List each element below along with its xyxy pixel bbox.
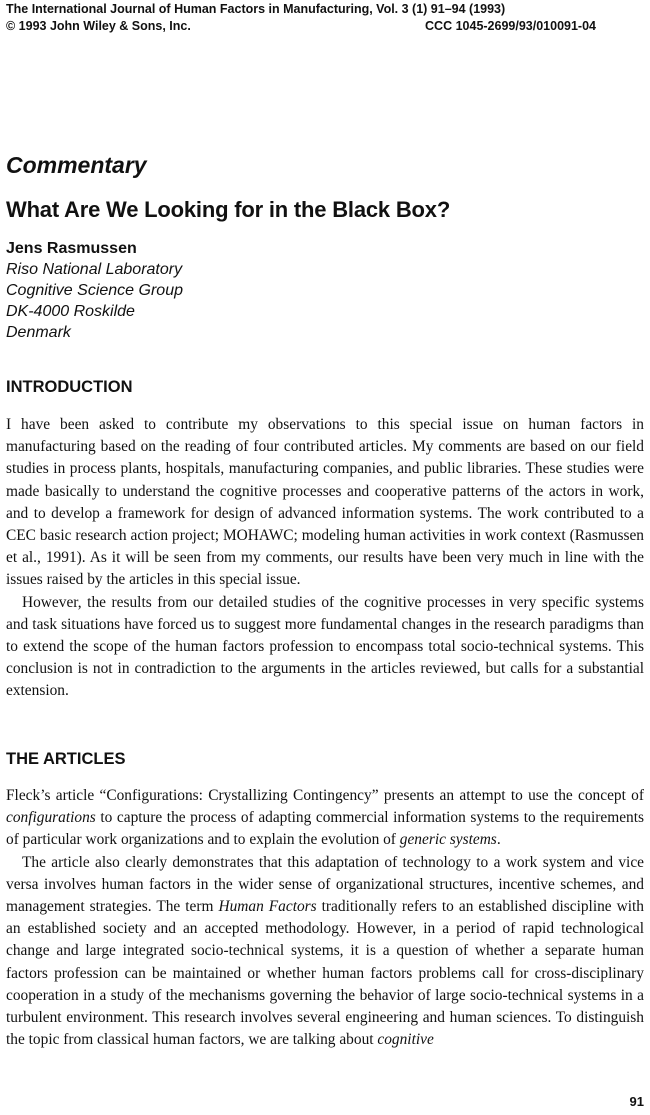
text-run: . xyxy=(496,831,501,849)
journal-citation: The International Journal of Human Factors in Manufacturing, Vol. 3 (1) 91–94 (1993) xyxy=(6,2,506,16)
article-kicker: Commentary xyxy=(6,152,147,178)
emphasis: Human Factors xyxy=(218,898,317,916)
section-heading-introduction: INTRODUCTION xyxy=(6,378,133,396)
section-heading-articles: THE ARTICLES xyxy=(6,750,126,768)
emphasis: generic systems xyxy=(399,831,497,849)
paragraph xyxy=(6,785,644,852)
emphasis: configurations xyxy=(6,809,96,827)
paragraph: However, the results from our detailed studies of the cognitive processes in very specific systems and task situations have forced us to suggest more fundamental changes in the research paradigms than to extend the scope of the human factors profession to encompass total socio-technical systems. This conclusion is not in contradiction to the arguments in the articles reviewed, but calls for a substantial extension. xyxy=(6,593,644,700)
text-run: to capture the process of adapting commercial information systems to the requirements of particular work organizations and to explain the evolution of xyxy=(6,809,644,849)
journal-header xyxy=(6,1,646,35)
copyright-row xyxy=(6,18,646,35)
emphasis: cognitive xyxy=(377,1031,434,1049)
author-block xyxy=(6,238,183,343)
text-run: traditionally refers to an established discipline with an established society and an accepted methodology. However, in a period of rapid technological change and large integrated socio-technical systems, it is a question of whether a separate human factors profession can be maintained or whether human factors problems call for cross-disciplinary cooperation in a study of the mechanisms governing the behavior of large socio-technical systems in a turbulent environment. This research involves several engineering and human sciences. To distinguish the topic from classical human factors, we are talking about xyxy=(6,898,644,1049)
paragraph: I have been asked to contribute my observations to this special issue on human factors in manufacturing based on the reading of four contributed articles. My comments are based on our field studies in process plants, hospitals, manufacturing companies, and public libraries. These studies were made basically to understand the cognitive processes and cooperative patterns of the actors in work, and to develop a framework for design of advanced information systems. The work contributed to a CEC basic research action project; MOHAWC; modeling human activities in work context (Rasmussen et al., 1991). As it will be seen from my comments, our results have been very much in line with the issues raised by the articles in this special issue. xyxy=(6,416,644,589)
copyright-notice: © 1993 John Wiley & Sons, Inc. xyxy=(6,19,191,33)
articles-body xyxy=(6,785,644,1051)
text-run: Fleck’s article “Configurations: Crystallizing Contingency” presents an attempt to use the concept of xyxy=(6,787,644,804)
paragraph xyxy=(6,852,644,1052)
page-number: 91 xyxy=(629,1094,644,1109)
ccc-code: CCC 1045-2699/93/010091-04 xyxy=(425,19,596,33)
affiliation-line: DK-4000 Roskilde xyxy=(6,303,135,320)
affiliation-line: Denmark xyxy=(6,324,71,341)
affiliation-line: Cognitive Science Group xyxy=(6,282,183,299)
article-title: What Are We Looking for in the Black Box? xyxy=(6,197,451,222)
introduction-body xyxy=(6,414,644,703)
text-run: The article also clearly demonstrates that this adaptation of technology to a work system and vice versa involves human factors in the wider sense of organizational structures, incentive schemes, and management strategies. The term xyxy=(6,853,644,916)
author-name: Jens Rasmussen xyxy=(6,240,137,257)
affiliation-line: Riso National Laboratory xyxy=(6,261,183,278)
